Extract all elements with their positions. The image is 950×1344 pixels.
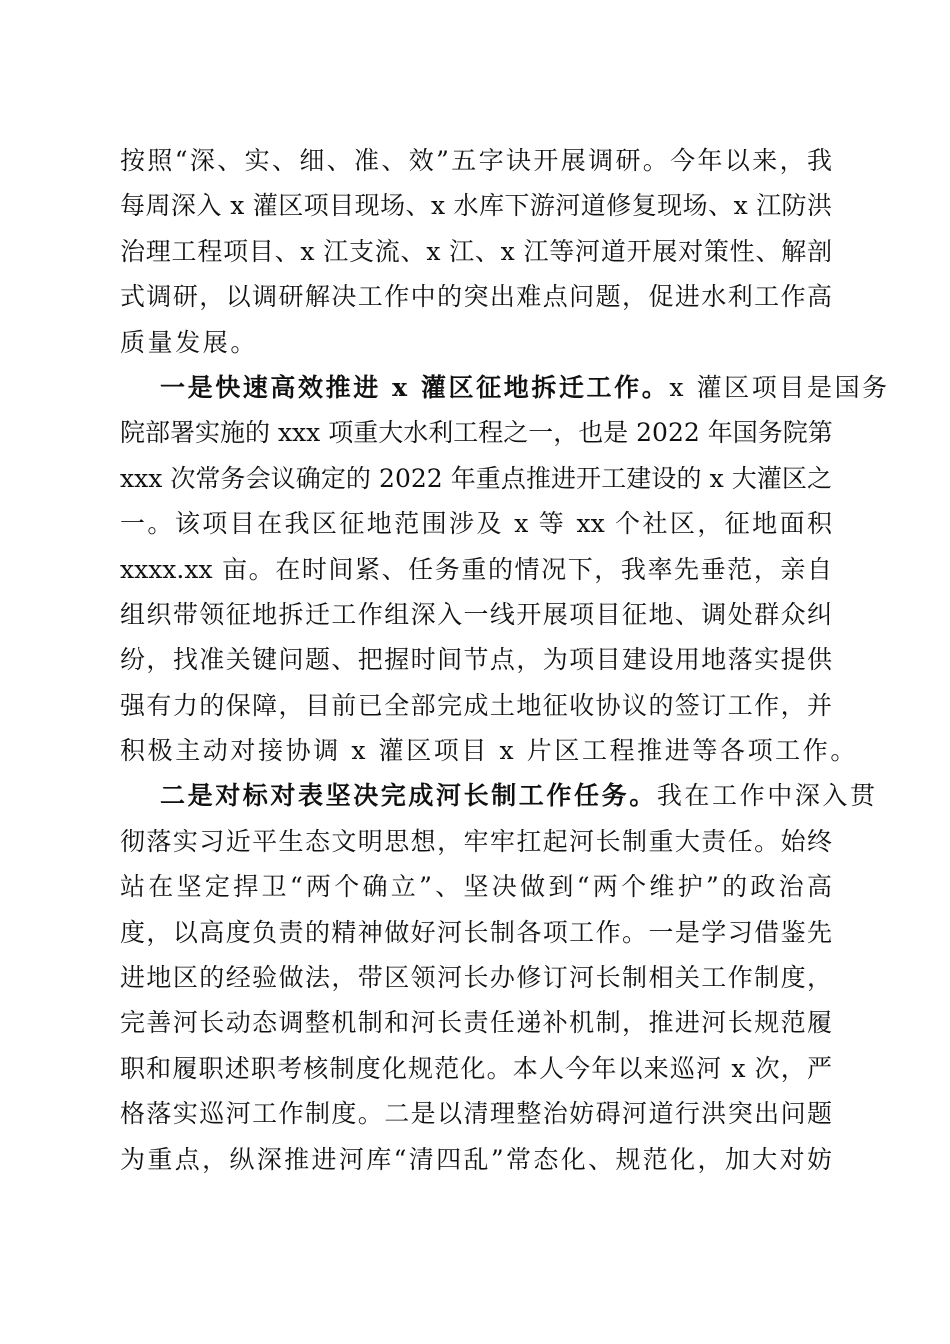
paragraph-line: 一。该项目在我区征地范围涉及 x 等 xx 个社区，征地面积 xyxy=(120,509,832,539)
paragraph-line: 按照“深、实、细、准、效”五字诀开展调研。今年以来，我 xyxy=(120,146,832,175)
paragraph-line: xxx 次常务会议确定的 2022 年重点推进开工建设的 x 大灌区之 xyxy=(120,463,832,493)
paragraph-line: 式调研，以调研解决工作中的突出难点问题，促进水利工作高 xyxy=(120,282,832,312)
paragraph-line: 格落实巡河工作制度。二是以清理整治妨碍河道行洪突出问题 xyxy=(120,1099,832,1129)
paragraph-line: 纷，找准关键问题、把握时间节点，为项目建设用地落实提供 xyxy=(120,645,832,675)
document-body xyxy=(120,138,890,1182)
paragraph-line: 站在坚定捍卫“两个确立”、坚决做到“两个维护”的政治高 xyxy=(120,872,832,902)
paragraph-line: 完善河长动态调整机制和河长责任递补机制，推进河长规范履 xyxy=(120,1008,832,1038)
paragraph-line: 院部署实施的 xxx 项重大水利工程之一，也是 2022 年国务院第 xyxy=(120,418,833,448)
paragraph-text: 我在工作中深入贯 xyxy=(656,781,878,811)
paragraph-heading: 二是对标对表坚决完成河长制工作任务。 xyxy=(160,781,657,811)
paragraph-line: 质量发展。 xyxy=(120,327,259,357)
paragraph-line: 每周深入 x 灌区项目现场、x 水库下游河道修复现场、x 江防洪 xyxy=(120,191,832,221)
paragraph-line: 进地区的经验做法，带区领河长办修订河长制相关工作制度， xyxy=(120,963,832,993)
paragraph-line: 彻落实习近平生态文明思想，牢牢扛起河长制重大责任。始终 xyxy=(120,826,832,856)
paragraph-first-line xyxy=(120,773,878,818)
paragraph-text: x 灌区项目是国务 xyxy=(669,372,890,402)
paragraph-heading: 一是快速高效推进 x 灌区征地拆迁工作。 xyxy=(160,372,670,402)
paragraph-line: 度，以高度负责的精神做好河长制各项工作。一是学习借鉴先 xyxy=(120,917,832,947)
paragraph-line: 职和履职述职考核制度化规范化。本人今年以来巡河 x 次，严 xyxy=(120,1053,832,1083)
paragraph-line: 组织带领征地拆迁工作组深入一线开展项目征地、调处群众纠 xyxy=(120,599,832,629)
paragraph-line: 强有力的保障，目前已全部完成土地征收协议的签订工作，并 xyxy=(120,690,832,720)
paragraph-line: xxxx.xx 亩。在时间紧、任务重的情况下，我率先垂范，亲自 xyxy=(120,554,832,584)
paragraph-line: 积极主动对接协调 x 灌区项目 x 片区工程推进等各项工作。 xyxy=(120,736,858,766)
paragraph-first-line xyxy=(120,365,890,410)
paragraph-line: 治理工程项目、x 江支流、x 江、x 江等河道开展对策性、解剖 xyxy=(120,236,832,266)
paragraph-line: 为重点，纵深推进河库“清四乱”常态化、规范化，加大对妨 xyxy=(120,1144,832,1174)
